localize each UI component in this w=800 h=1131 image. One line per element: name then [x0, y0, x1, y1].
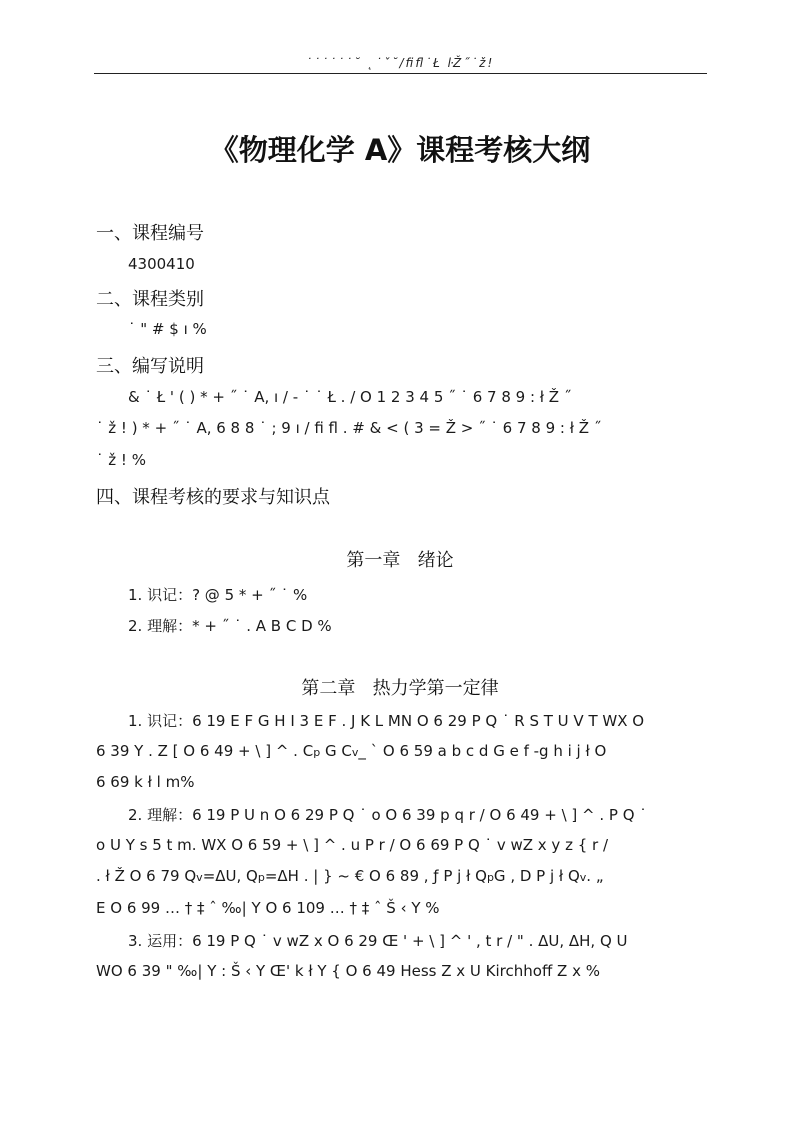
- chapter-2-recall-line-2: 6 39 Y . Z [ O 6 49 + \ ] ^ . Cp G Cv_ ` O 6 59 a b c d G e f -g h i j ł O: [96, 742, 607, 760]
- chapter-1-title: 第一章 绪论: [346, 550, 454, 571]
- chapter-2-title: 第二章 热力学第一定律: [301, 678, 499, 699]
- running-header: ˙˙˙˙˙˙˘ ˛˙ˇ˘/ﬁﬂ˙Ł ŀŽ˝˙ž!: [305, 56, 495, 70]
- writing-notes-line-2: ˙ ž ! ) * + ˝ ˙ A, 6 8 8 ˙ ; 9 ı / ﬁ ﬂ . # & < ( 3 = Ž > ˝ ˙ 6 7 8 9 : ł Ž ˝: [96, 419, 602, 437]
- chapter-2-understand-line-2: o U Y s 5 t m. WX O 6 59 + \ ] ^ . u P r / O 6 69 P Q ˙ v wZ x y z { r /: [96, 836, 609, 854]
- chapter-2-understand-line-3: . ł Ž O 6 79 Qv=ΔU, Qp=ΔH . | } ~ € O 6 89 , ƒ P j ł QpG , D P j ł Qv. „: [96, 867, 604, 885]
- section-heading-course-category: 二、课程类别: [96, 289, 204, 310]
- section-heading-course-code: 一、课程编号: [96, 223, 204, 244]
- chapter-2-understand-line-4: E O 6 99 … † ‡ ˆ ‰| Y O 6 109 … † ‡ ˆ Š ‹ Y %: [96, 899, 440, 917]
- course-category-value: ˙ " # $ ı %: [128, 320, 207, 338]
- chapter-2-understand-line-1: 2. 理解：6 19 P U n O 6 29 P Q ˙ o O 6 39 p q r / O 6 49 + \ ] ^ . P Q ˙: [128, 806, 647, 824]
- chapter-2-recall-line-1: 1. 识记：6 19 E F G H I 3 E F . J K L MN O 6 29 P Q ˙ R S T U V T WX O: [128, 712, 645, 730]
- header-divider: [94, 73, 707, 74]
- chapter-2-apply-line-2: WO 6 39 " ‰| Y : Š ‹ Y Œ' k ł Y { O 6 49 Hess Z x U Kirchhoff Z x %: [96, 962, 601, 980]
- writing-notes-line-1: & ˙ Ł ' ( ) * + ˝ ˙ A, ı / - ˙ ˙ Ł . / O 1 2 3 4 5 ˝ ˙ 6 7 8 9 : ł Ž ˝: [128, 388, 572, 406]
- chapter-1-recall: 1. 识记：? @ 5 * + ˝ ˙ %: [128, 586, 308, 604]
- writing-notes-line-3: ˙ ž ! %: [96, 451, 146, 469]
- chapter-1-understand: 2. 理解：* + ˝ ˙ . A B C D %: [128, 617, 332, 635]
- course-code-value: 4300410: [128, 255, 195, 273]
- section-heading-requirements: 四、课程考核的要求与知识点: [96, 487, 330, 508]
- document-title: 《物理化学 A》课程考核大纲: [209, 133, 591, 167]
- chapter-2-apply-line-1: 3. 运用：6 19 P Q ˙ v wZ x O 6 29 Œ ' + \ ] ^ ' , t r / " . ΔU, ΔH, Q U: [128, 932, 628, 950]
- chapter-2-recall-line-3: 6 69 k ł l m%: [96, 773, 195, 791]
- section-heading-writing-notes: 三、编写说明: [96, 356, 204, 377]
